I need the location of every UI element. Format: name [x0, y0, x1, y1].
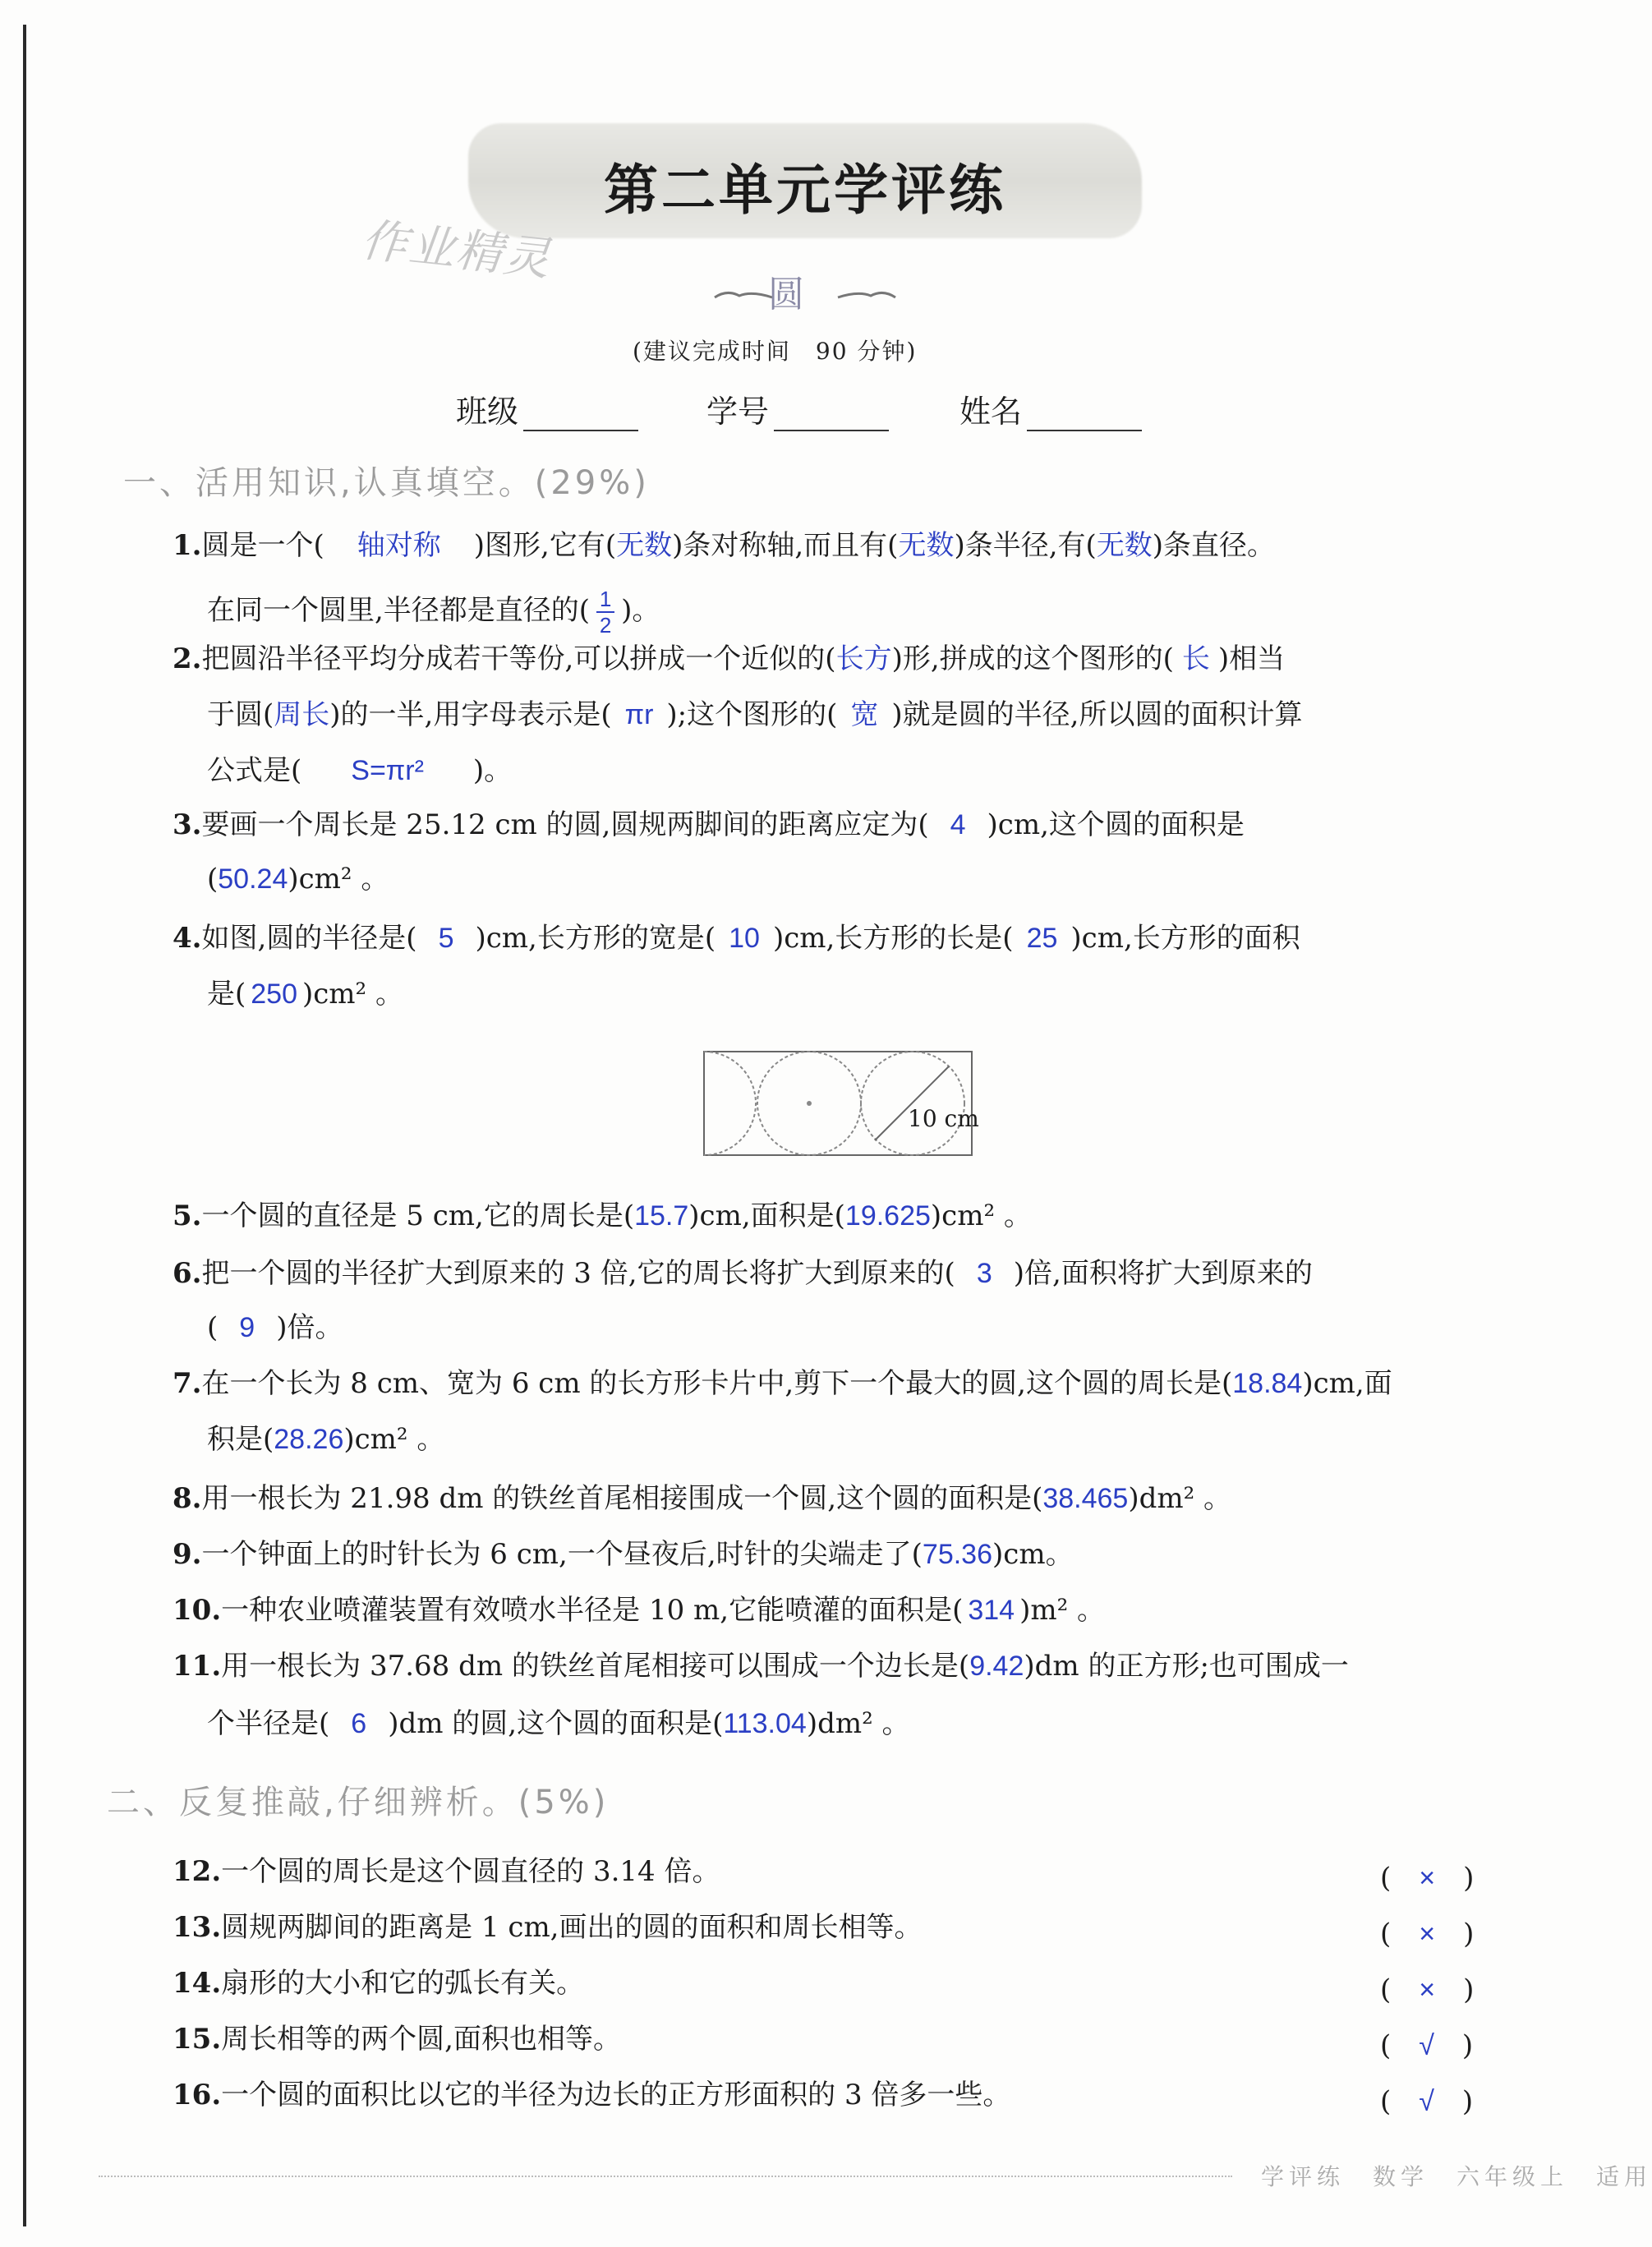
question-3-line-2: (50.24)cm² 。 [207, 863, 389, 896]
question-1-line-2: 在同一个圆里,半径都是直径的( $\frac{1}{2}$ )。 [207, 587, 660, 638]
question-2-line-2: 于圆(周长)的一半,用字母表示是( πr );这个图形的( 宽 )就是圆的半径,所以圆的面积计算 [207, 698, 1303, 731]
answer: 无数 [898, 530, 955, 561]
answer: 10 [729, 923, 760, 954]
answer: 轴对称 [357, 530, 441, 561]
answer: 长 [1181, 643, 1210, 675]
answer: 长方 [835, 643, 892, 675]
student-id-field[interactable] [706, 386, 889, 431]
name-field[interactable] [959, 386, 1142, 431]
page-binding-edge [23, 25, 26, 2226]
answer: 28.26 [274, 1424, 344, 1455]
figure-label: 10 cm [908, 1105, 979, 1132]
answer: 75.36 [922, 1539, 993, 1570]
class-label: 班级 [456, 394, 519, 430]
answer: 250 [251, 978, 297, 1010]
time-note: (建议完成时间 90 分钟) [633, 338, 918, 365]
answer: 19.625 [844, 1200, 931, 1232]
ornament-left-icon [715, 288, 772, 299]
answer: 314 [968, 1595, 1015, 1626]
answer: 18.84 [1232, 1368, 1303, 1399]
unit-subtitle: 圆 [768, 274, 804, 315]
answer: 38.465 [1042, 1483, 1129, 1514]
answer-fraction: $\frac{1}{2}$ [596, 588, 614, 636]
answer: 6 [351, 1708, 367, 1739]
answer: S=πr² [351, 755, 424, 786]
judge-question-12: 12.一个圆的周长是这个圆直径的 3.14 倍。 [173, 1855, 720, 1888]
question-2: 2.把圆沿半径平均分成若干等份,可以拼成一个近似的(长方)形,拼成的这个图形的( 长 )相当 [173, 642, 1286, 675]
judge-answer-13: ( × ) [1380, 1918, 1475, 1950]
question-9: 9.一个钟面上的时针长为 6 cm,一个昼夜后,时针的尖端走了(75.36)cm。 [173, 1538, 1074, 1571]
section-2-heading: 二、反复推敲,仔细辨析。(5%) [107, 1784, 610, 1821]
class-field[interactable] [456, 386, 638, 431]
question-8: 8.用一根长为 21.98 dm 的铁丝首尾相接围成一个圆,这个圆的面积是(38.465)dm² 。 [173, 1482, 1232, 1515]
answer: 5 [438, 923, 454, 954]
question-7-line-2: 积是(28.26)cm² 。 [207, 1423, 445, 1456]
judge-question-16: 16.一个圆的面积比以它的半径为边长的正方形面积的 3 倍多一些。 [173, 2079, 1011, 2111]
answer: 25 [1026, 923, 1058, 954]
answer: 15.7 [634, 1200, 689, 1232]
judge-question-14: 14.扇形的大小和它的弧长有关。 [173, 1967, 585, 2000]
judge-answer-14: ( × ) [1380, 1973, 1475, 2006]
answer: 4 [950, 809, 966, 840]
watermark: 作业精灵 [358, 214, 555, 287]
question-11: 11.用一根长为 37.68 dm 的铁丝首尾相接可以围成一个边长是(9.42)dm 的正方形;也可围成一 [173, 1650, 1349, 1683]
question-5: 5.一个圆的直径是 5 cm,它的周长是(15.7)cm,面积是(19.625)cm² 。 [173, 1199, 1032, 1232]
answer: 无数 [1096, 530, 1153, 561]
ornament-right-icon [838, 288, 895, 299]
circles-in-rectangle-figure [702, 1050, 973, 1157]
judge-answer-16: ( √ ) [1380, 2085, 1474, 2118]
answer: 周长 [274, 699, 330, 730]
question-4: 4.如图,圆的半径是( 5 )cm,长方形的宽是( 10 )cm,长方形的长是( 25 )cm,长方形的面积 [173, 922, 1300, 955]
answer: 宽 [850, 699, 879, 730]
page-title: 第二单元学评练 [604, 158, 1006, 222]
question-3: 3.要画一个周长是 25.12 cm 的圆,圆规两脚间的距离应定为( 4 )cm,这个圆的面积是 [173, 808, 1245, 841]
question-2-line-3: 公式是( S=πr² )。 [207, 754, 513, 787]
question-1: 1.圆是一个( 轴对称 )图形,它有(无数)条对称轴,而且有(无数)条半径,有(无数)条直径。 [173, 529, 1276, 562]
footer-divider [99, 2176, 1232, 2177]
question-6-line-2: ( 9 )倍。 [207, 1311, 343, 1344]
question-6: 6.把一个圆的半径扩大到原来的 3 倍,它的周长将扩大到原来的( 3 )倍,面积将扩大到原来的 [173, 1257, 1313, 1290]
answer: 9.42 [969, 1651, 1024, 1682]
page-footer: 学评练 数学 六年级上 适用 [1261, 2163, 1652, 2190]
answer: πr [624, 699, 654, 730]
judge-answer-12: ( × ) [1380, 1862, 1475, 1895]
question-4-line-2: 是( 250 )cm² 。 [207, 978, 403, 1011]
answer: 9 [239, 1312, 255, 1343]
judge-answer-15: ( √ ) [1380, 2029, 1474, 2062]
answer: 113.04 [723, 1708, 807, 1739]
judge-question-13: 13.圆规两脚间的距离是 1 cm,画出的圆的面积和周长相等。 [173, 1911, 923, 1944]
section-1-heading: 一、活用知识,认真填空。(29%) [123, 464, 650, 502]
answer: 3 [976, 1258, 992, 1289]
student-id-label: 学号 [706, 394, 770, 430]
judge-question-15: 15.周长相等的两个圆,面积也相等。 [173, 2023, 621, 2056]
question-11-line-2: 个半径是( 6 )dm 的圆,这个圆的面积是(113.04)dm² 。 [207, 1707, 910, 1740]
answer: 50.24 [218, 863, 288, 895]
question-7: 7.在一个长为 8 cm、宽为 6 cm 的长方形卡片中,剪下一个最大的圆,这个圆的周长是(18.84)cm,面 [173, 1367, 1392, 1400]
answer: 无数 [616, 530, 673, 561]
question-10: 10.一种农业喷灌装置有效喷水半径是 10 m,它能喷灌的面积是( 314 )m² 。 [173, 1594, 1106, 1627]
name-label: 姓名 [959, 394, 1023, 430]
